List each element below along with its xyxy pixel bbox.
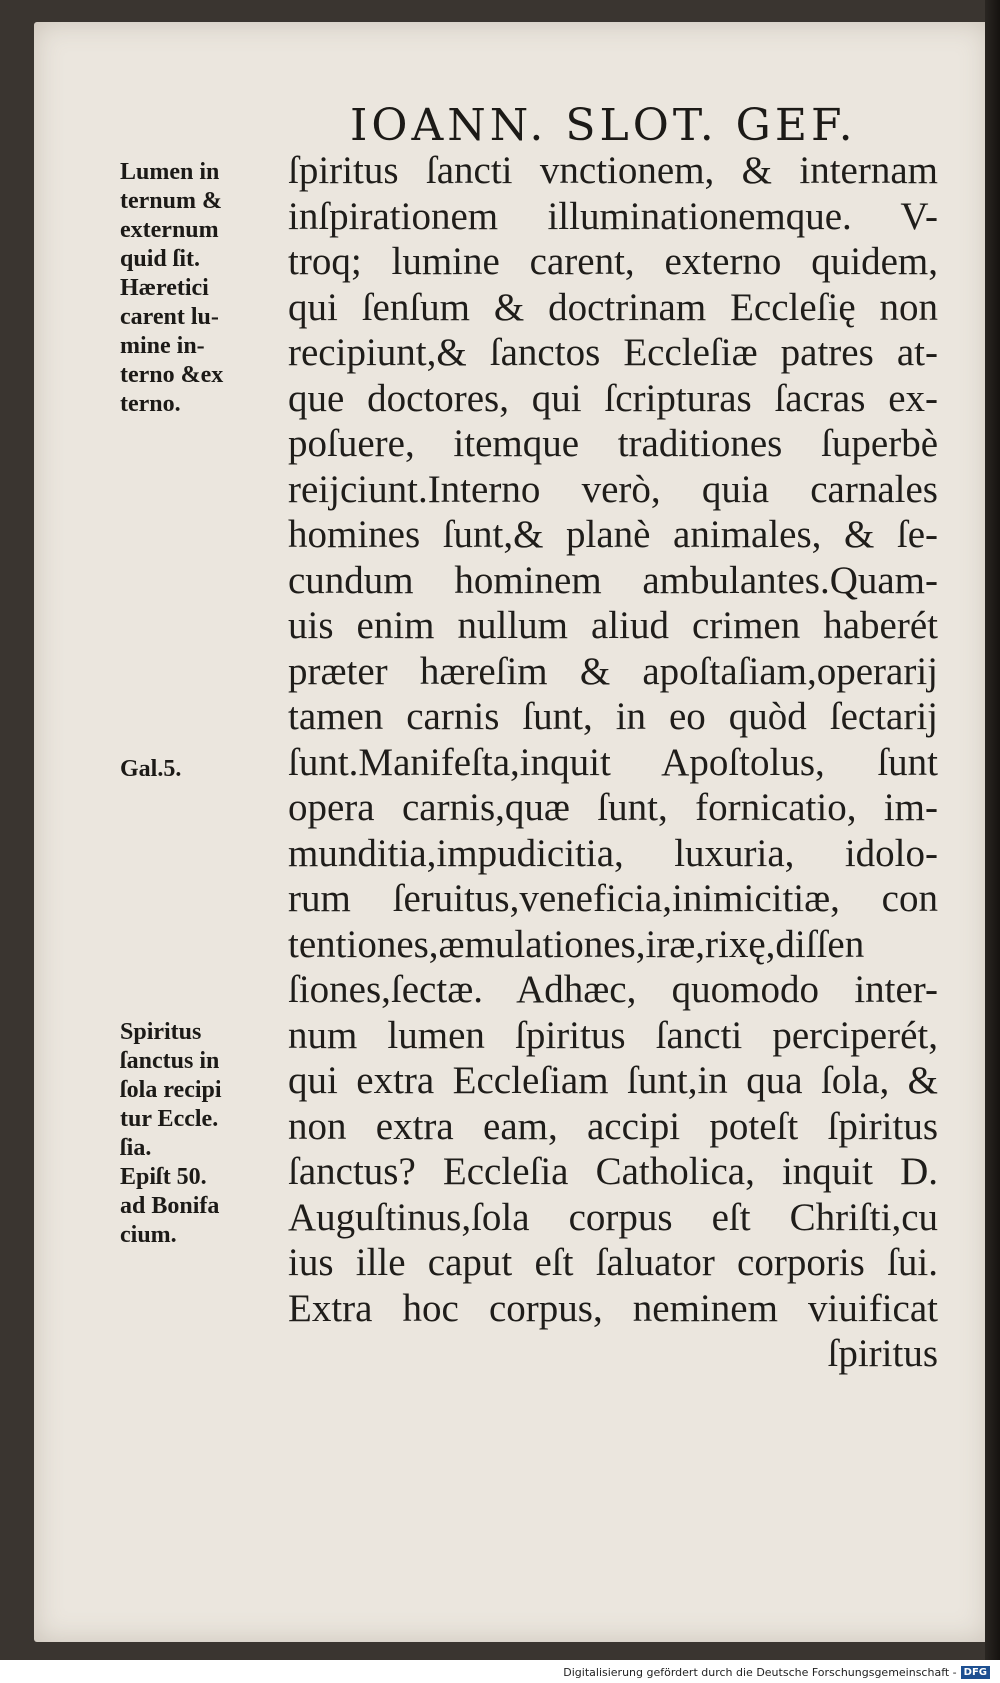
marginal-note-line: Hæretici [120, 275, 209, 301]
text-line: recipiunt,& ſanctos Eccleſiæ patres at- [288, 331, 938, 374]
text-line: ſpiritus ſancti vnctionem, & internam [288, 149, 938, 192]
text-line: que doctores, qui ſcripturas ſacras ex- [288, 376, 938, 420]
text-line: num lumen ſpiritus ſancti perciperét, [288, 1013, 938, 1057]
marginal-note-line: ſola recipi [120, 1077, 222, 1103]
text-line: ius ille caput eſt ſaluator corporis ſui. [288, 1241, 938, 1284]
marginal-note-line: tur Eccle. [120, 1106, 219, 1132]
catchword: ſpiritus [827, 1332, 938, 1375]
marginal-note-line: externum [120, 217, 219, 243]
marginal-note-spiritus [120, 1018, 280, 1250]
text-line: troq; lumine carent, externo quidem, [288, 240, 938, 283]
dfg-logo: DFG [961, 1666, 990, 1679]
text-line: reijciunt.Interno verò, quia carnales [288, 467, 938, 511]
text-line: opera carnis,quæ ſunt, fornicatio, im- [288, 786, 938, 829]
marginal-note-line: Lumen in [120, 159, 220, 185]
text-line: poſuere, itemque traditiones ſuperbè [288, 422, 938, 465]
text-line: cundum hominem ambulantes.Quam- [288, 558, 938, 602]
body-text [288, 148, 938, 1377]
book-spine-edge [985, 0, 1000, 1660]
text-line: Auguſtinus,ſola corpus eſt Chriſti,cu [288, 1195, 938, 1239]
text-line: tamen carnis ſunt, in eo quòd ſectarij [288, 695, 938, 738]
digitization-credit [563, 1666, 990, 1679]
text-line: ſiones,ſectæ. Adhæc, quomodo inter- [288, 968, 938, 1011]
marginal-note-line: Spiritus [120, 1019, 202, 1045]
text-line: non extra eam, accipi poteſt ſpiritus [288, 1104, 938, 1148]
marginal-note-line: terno. [120, 391, 181, 417]
marginal-note-line: Gal.5. [120, 756, 182, 782]
marginal-note-line: ſia. [120, 1135, 152, 1161]
marginal-note-line: quid ſit. [120, 246, 201, 272]
marginal-note-line: mine in- [120, 333, 205, 359]
marginal-note-line: cium. [120, 1222, 177, 1248]
credit-text: Digitalisierung gefördert durch die Deutsche Forschungsgemeinschaft - [563, 1666, 957, 1679]
text-line: præter hæreſim & apoſtaſiam,operarij [288, 649, 938, 693]
text-line: qui extra Eccleſiam ſunt,in qua ſola, & [288, 1059, 938, 1102]
marginal-note-gal [120, 755, 280, 784]
text-line: Extra hoc corpus, neminem viuificat [288, 1286, 938, 1330]
text-line: homines ſunt,& planè animales, & ſe- [288, 513, 938, 556]
text-line: tentiones,æmulationes,iræ,rixę,diſſen [288, 922, 865, 966]
marginal-note-line: Epiſt 50. [120, 1164, 207, 1190]
marginal-note-line: ad Bonifa [120, 1193, 220, 1219]
text-line: munditia,impudicitia, luxuria, idolo- [288, 831, 938, 875]
running-title: IOANN. SLOT. GEF. [350, 100, 857, 151]
text-line: ſanctus? Eccleſia Catholica, inquit D. [288, 1150, 938, 1193]
text-line: qui ſenſum & doctrinam Eccleſię non [288, 285, 938, 329]
marginal-note-line: ſanctus in [120, 1048, 220, 1074]
text-line: uis enim nullum aliud crimen haberét [288, 604, 938, 647]
text-line: rum ſeruitus,veneficia,inimicitiæ, con [288, 877, 938, 920]
text-line: ſunt.Manifeſta,inquit Apoſtolus, ſunt [288, 740, 938, 784]
marginal-note-lumen [120, 158, 280, 419]
marginal-note-line: terno &ex [120, 362, 224, 388]
marginal-note-line: ternum & [120, 188, 222, 214]
text-line: inſpirationem illuminationemque. V- [288, 194, 938, 238]
marginal-note-line: carent lu- [120, 304, 219, 330]
